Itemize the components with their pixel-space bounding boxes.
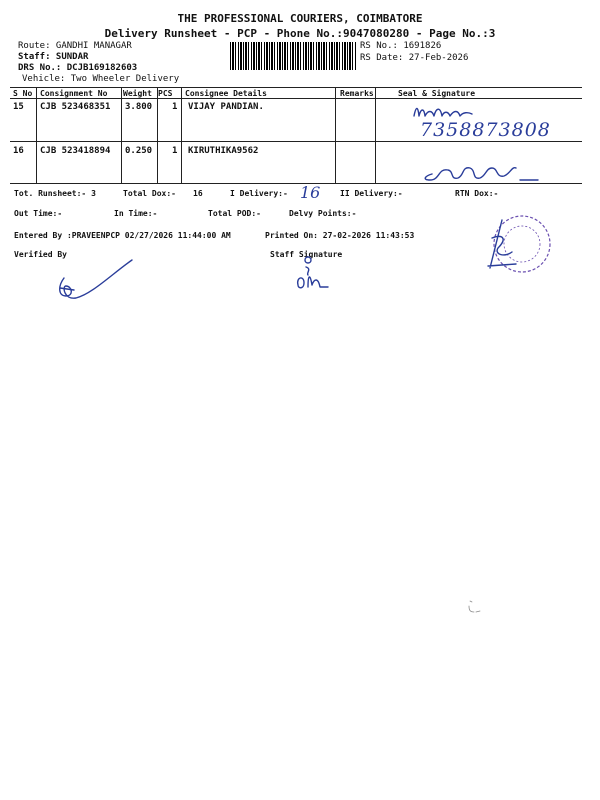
col-header-sno: S No (13, 89, 33, 98)
table-row-sno: 16 (13, 146, 24, 156)
total-dox-value: 16 (193, 189, 203, 198)
col-header-consignee: Consignee Details (185, 89, 267, 98)
total-pod-label: Total POD:- (208, 209, 261, 218)
ii-delivery-label: II Delivery:- (340, 189, 403, 198)
rs-number: RS No.: 1691826 (360, 41, 442, 51)
i-delivery-label: I Delivery:- (230, 189, 288, 198)
runsheet-subtitle: Delivery Runsheet - PCP - Phone No.:9047080280 - Page No.:3 (104, 27, 496, 40)
out-time-label: Out Time:- (14, 209, 63, 218)
col-header-consignment: Consignment No (40, 89, 108, 98)
staff-label: Staff: SUNDAR (18, 52, 89, 62)
verified-by-signature (52, 258, 136, 304)
table-row-consignment: CJB 523418894 (40, 146, 111, 156)
route-label: Route: GANDHI MANAGAR (18, 41, 132, 51)
barcode-image (230, 42, 356, 70)
rtn-dox-label: RTN Dox:- (455, 189, 499, 198)
rs-date: RS Date: 27-Feb-2026 (360, 53, 469, 63)
handwritten-phone-number: 7358873808 (420, 119, 551, 141)
table-row-consignment: CJB 523468351 (40, 102, 111, 112)
table-row-sno: 15 (13, 102, 24, 112)
table-row-consignee: VIJAY PANDIAN. (188, 102, 264, 112)
table-row-pcs: 1 (172, 146, 178, 156)
drs-number: DRS No.: DCJB169182603 (18, 63, 138, 73)
total-dox-label: Total Dox:- (123, 189, 176, 198)
in-time-label: In Time:- (114, 209, 158, 218)
vehicle-label: Vehicle: Two Wheeler Delivery (22, 74, 180, 84)
i-delivery-handwritten: 16 (300, 183, 321, 202)
printed-on: Printed On: 27-02-2026 11:43:53 (265, 231, 415, 240)
tot-runsheet: Tot. Runsheet:- 3 (14, 189, 96, 198)
entered-by: Entered By :PRAVEENPCP 02/27/2026 11:44:00 AM (14, 231, 231, 240)
company-title: THE PROFESSIONAL COURIERS, COIMBATORE (177, 12, 423, 25)
staff-signature-label: Staff Signature (270, 250, 343, 259)
col-header-remarks: Remarks (340, 89, 374, 98)
verified-by-label: Verified By (14, 250, 67, 259)
col-header-seal: Seal & Signature (398, 89, 476, 98)
handwritten-signature-row2 (420, 158, 550, 188)
col-header-pcs: PCS (158, 89, 173, 98)
table-row-consignee: KIRUTHIKA9562 (188, 146, 259, 156)
table-row-pcs: 1 (172, 102, 178, 112)
table-row-weight: 0.250 (125, 146, 153, 156)
table-row-weight: 3.800 (125, 102, 153, 112)
delvy-points-label: Delvy Points:- (289, 209, 357, 218)
stray-pen-mark (466, 598, 486, 616)
staff-signature (294, 255, 344, 291)
col-header-weight: Weight (123, 89, 152, 98)
seal-stamp (482, 208, 558, 280)
